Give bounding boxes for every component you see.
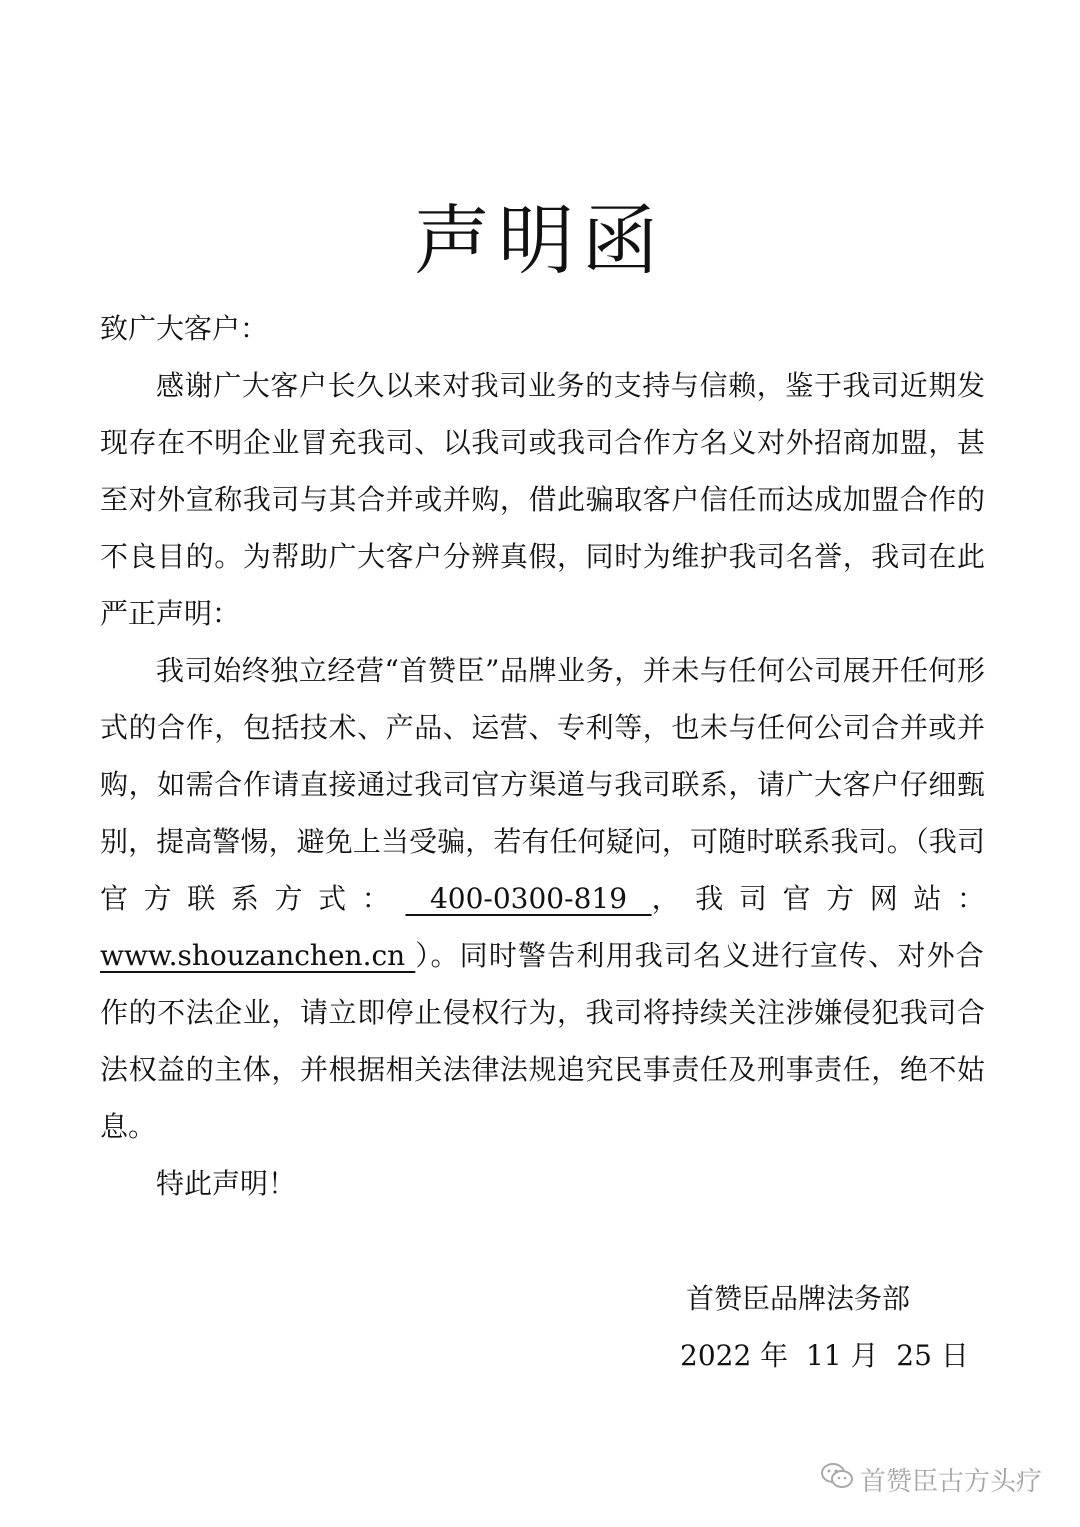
document-title: 声明函 <box>414 195 666 285</box>
paragraph-2-part-2: ，我司官方网站： <box>651 882 985 915</box>
paragraph-2 <box>100 642 985 1155</box>
wechat-icon <box>820 1461 860 1498</box>
phone-number: 400-0300-819 <box>405 882 652 915</box>
closing-statement: 特此声明！ <box>156 1167 297 1200</box>
paragraph-2-part-3: ）。同时警告利用我司名义进行宣传、对外合作的不法企业，请立即停止侵权行为，我司将持续关注涉嫌侵犯我司合法权益的主体，并根据相关法律法规追究民事责任及刑事责任，绝不姑息。 <box>100 939 985 1143</box>
paragraph-2-part-1: 我司始终独立经营“首赞臣”品牌业务，并未与任何公司展开任何形式的合作，包括技术、产品、运营、专利等，也未与任何公司合并或并购，如需合作请直接通过我司官方渠道与我司联系，请广大客户仔细甄别，提高警惕，避免上当受骗，若有任何疑问，可随时联系我司。（我司官方联系方式： <box>100 654 985 915</box>
signature-block <box>680 1270 969 1384</box>
watermark <box>820 1455 1042 1503</box>
salutation: 致广大客户： <box>100 312 269 345</box>
signature-date: 2022 年 11 月 25 日 <box>680 1339 969 1372</box>
paragraph-1: 感谢广大客户长久以来对我司业务的支持与信赖，鉴于我司近期发现存在不明企业冒充我司、以我司或我司合作方名义对外招商加盟，甚至对外宣称我司与其合并或并购，借此骗取客户信任而达成加盟合作的不良目的。为帮助广大客户分辨真假，同时为维护我司名誉，我司在此严正声明： <box>100 369 985 630</box>
signature-organization: 首赞臣品牌法务部 <box>686 1282 911 1315</box>
watermark-text: 首赞臣古方头疗 <box>860 1466 1043 1497</box>
website-link: www.shouzanchen.cn <box>100 939 416 972</box>
letter-body <box>100 300 985 1212</box>
